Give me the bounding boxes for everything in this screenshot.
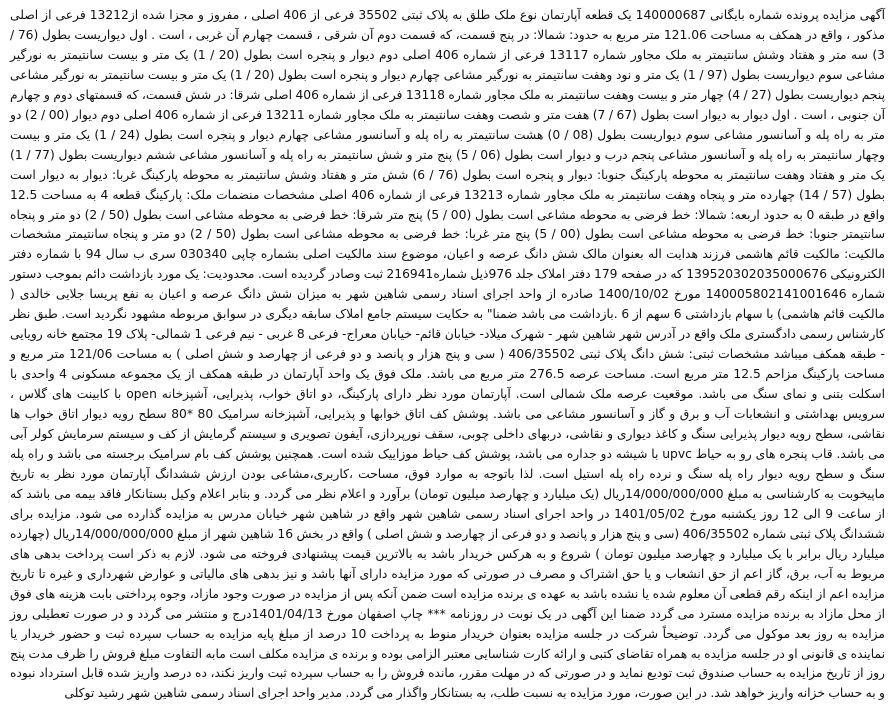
auction-notice-text: آگهی مزایده پرونده شماره بایگانی 140000687 یک قطعه آپارتمان نوع ملک طلق به پلاک ثبتی 35502 فرعی از 406 اصلی ، مفروز و مجزا شده از13212 فرعی از اصلی مذکور ، واقع در همکف به مساحت 121.06 متر مربع به حدود: شمالا: در پنج قسمت، که قسمت دوم آن شرقی ، قسمت چهارم آن غربی ، است . اول دیواریست بطول (76 / 3) سه متر و هفتاد وشش سانتیمتر به ملک مجاور شماره 13117 فرعی از شماره 406 اصلی دوم دیوار و پنجره است بطول (20 / 1) یک متر و بیست سانتیمتر به نورگیر مشاعی سوم دیواریست بطول (97 / 1) یک متر و نود وهفت سانتیمتر به نورگیر مشاعی چهارم دیوار و پنجره است بطول (20 / 1) یک متر و بیست سانتیمتر به نورگیر مشاعی پنجم دیواریست بطول (27 / 4) چهار متر و بیست وهفت سانتیمتر به ملک مجاور شماره 13118 فرعی از شماره 406 اصلی شرقا: در شش قسمت، که قسمتهای دوم و چهارم آن جنوبی ، است . اول دیوار به دیوار است بطول (67 / 7) هفت متر و شصت وهفت سانتیمتر به ملک مجاور شماره 13211 فرعی از شماره 406 اصلی دوم دیوار (00 / 2) دو متر به راه پله و آسانسور مشاعی سوم دیواریست بطول (08 / 0) هشت سانتیمتر به راه پله و آسانسور مشاعی چهارم دیوار و پنجره است بطول (24 / 1) یک متر و بیست وچهار سانتیمتر به راه پله و آسانسور مشاعی پنجم درب و دیوار است بطول (06 / 5) پنج متر و شش سانتیمتر به راه پله و آسانسور مشاعی ششم دیواریست بطول (77 / 1) یک متر و هفتاد وهفت سانتیمتر به محوطه پارکینگ جنوبا: دیوار و پنجره است بطول (76 / 6) شش متر و هفتاد وشش سانتیمتر به محوطه پارکینگ غربا: دیوار به دیوار است بطول (57 / 14) چهارده متر و پنجاه وهفت سانتیمتر به ملک مجاور شماره 13213 فرعی از شماره 406 اصلی مشخصات منضمات ملک: پارکینگ قطعه 4 به مساحت 12.5 واقع در طبقه 0 به حدود اربعه: شمالا: خط فرضی به محوطه مشاعی است بطول (00 / 5) پنج متر شرقا: خط فرضی به محوطه مشاعی است بطول (50 / 2) دو متر و پنجاه سانتیمتر جنوبا: خط فرضی به محوطه مشاعی است بطول (00 / 5) پنج متر غربا: خط فرضی به محوطه مشاعی است بطول (50 / 2) دو متر و پنجاه سانتیمتر مشخصات مالکیت: مالکیت قائم هاشمی فرزند هدایت اله بعنوان مالک شش دانگ عرصه و اعیان، موضوع سند مالکیت اصلی بشماره چاپی 030340 سری ب سال 94 با شماره دفتر الکترونیکی 139520302035000676 که در صفحه 179 دفتر املاک جلد 976ذیل شماره216941 ثبت وصادر گردیده است. محدودیت: یک مورد بازداشت دائم بموجب دستور شماره 140005802141001646 مورخ 1400/10/02 صادره از واحد اجرای اسناد رسمی شاهین شهر به میزان شش دانگ عرصه و اعیان به نفع پریسا جلایی خالدی ( مالکیت قائم هاشمی) با سهام بازداشتی 6 سهم از 6 .بازداشت می باشد ضمنا" به حکایت سیستم جامع املاک سابقه دیگری در سوابق مربوطه مشهود نگردید است. طبق نظر کارشناس رسمی دادگستری ملک واقع در آدرس شهر شاهین شهر - شهرک میلاد- خیابان قائم- خیابان معراج- فرعی 8 غربی - نیم فرعی 1 شمالی- پلاک 19 مجتمع خانه رویایی - طبقه همکف میباشد مشخصات ثبتی: شش دانگ پلاک ثبتی 406/35502 ( سی و پنج هزار و پانصد و دو فرعی از چهارصد و شش اصلی ) به مساحت 121/06 متر مربع و مساحت پارکینگ مزاحم 12.5 متر مربع است. مساحت عرصه 276.5 متر مربع می باشد. ملک فوق یک واحد آپارتمان در طبقه همکف از یک مجموعه مسکونی 4 واحدی با اسکلت بتنی و نمای سنگ می باشد. موقعیت عرصه ملک شمالی است. آپارتمان مورد نظر دارای پارکینگ، دو اتاق خواب، پذیرایی، آشپزخانه open با کابینت های گلاس ، سرویس بهداشتی و انشعابات آب و برق و گاز و آسانسور مشاعی می باشد. پوشش کف اتاق خوابها و پذیرایی، آشپزخانه سرامیک 80 *80 سطح رویه دیوار اتاق خواب ها نقاشی، سطح رویه دیوار پذیرایی سنگ و کاغذ دیواری و نقاشی، دربهای داخلی چوبی، سقف نورپردازی، آیفون تصویری و سیستم گرمایش از کف و سیستم سرمایش کولر آبی می باشد. قاب پنجره های رو به حیاط upvc با شیشه دو جداره می باشد، پوشش کف حیاط موزاییک شده است. همچنین پوشش کف بام سرامیک برجسته می باشد و راه پله سنگ و سطح رویه دیوار راه پله سنگ و نرده راه پله استیل است. لذا باتوجه به موارد فوق، مساحت ،کاربری،مشاعی بودن ارزش ششدانگ آپارتمان مورد نظر به تاریخ ماپیخوبت به کارشناسی به مبلغ 14/000/000/000ریال (یک میلیارد و چهارصد میلیون تومان) برآورد و اعلام نظر می گردد. و بنابر اعلام وکیل بستانکار فاقد بیمه می باشد که از ساعت 9 الی 12 روز یکشنبه مورخ 1401/05/02 در واحد اجرای اسناد رسمی شاهین شهر واقع در شاهین شهر خیابان مدرس به مزایده گذارده می شود. مزایده برای ششدانگ پلاک ثبتی شماره 406/35502 (سی و پنج هزار و پانصد و دو فرعی از چهارصد و شش اصلی ) واقع در بخش 16 شاهین شهر از مبلغ 14/000/000/000ریال (چهارده میلیارد ریال برابر با یک میلیارد و چهارصد میلیون تومان ) شروع و به هرکس خریدار باشد به بالاترین قیمت پیشنهادی فروخته می شود. لازم به ذکر است پرداخت بدهی های مربوط به آب، برق، گاز اعم از حق انشعاب و یا حق اشتراک و مصرف در صورتی که مورد مزایده دارای آنها باشد و نیز بدهی های مالیاتی و عوارض شهرداری و غیره تا تاریخ مزایده اعم از اینکه رقم قطعی آن معلوم شده یا نشده باشد به عهده ی برنده مزایده است ضمن آنکه پس از مزایده در صورت وجود مازاد، وجوه پرداختی بابت هزینه های فوق از محل مازاد به برنده مزایده مسترد می گردد ضمنا این آگهی در یک نوبت در روزنامه *** چاپ اصفهان مورخ 1401/04/13درج و منتشر می گردد و در صورت تعطیلی روز مزایده به روز بعد موکول می گردد. توضیحاً شرکت در جلسه مزایده بعنوان خریدار منوط به پرداخت 10 درصد از مبلغ پایه مزایده به حساب سپرده ثبت و حضور خریدار یا نماینده ی قانونی او در جلسه مزایده به همراه تقاضای کتبی و ارائه کارت شناسایی معتبر الزامی بوده و برنده ی مزایده مکلف است مابه التفاوت مبلغ فروش را ظرف مدت پنج روز از تاریخ مزایده به حساب صندوق ثبت تودیع نماید و در صورتی که در مهلت مقرر، مانده فروش را به حساب سپرده ثبت واریز نکند، ده درصد واریز شده قابل استرداد نبوده و به حساب خزانه واریز خواهد شد. در این صورت، مورد مزایده به نسبت طلب، به بستانکار واگذار می گردد. مدیر واحد اجرای اسناد رسمی شاهین شهر رشید توکلی [10, 8, 886, 701]
